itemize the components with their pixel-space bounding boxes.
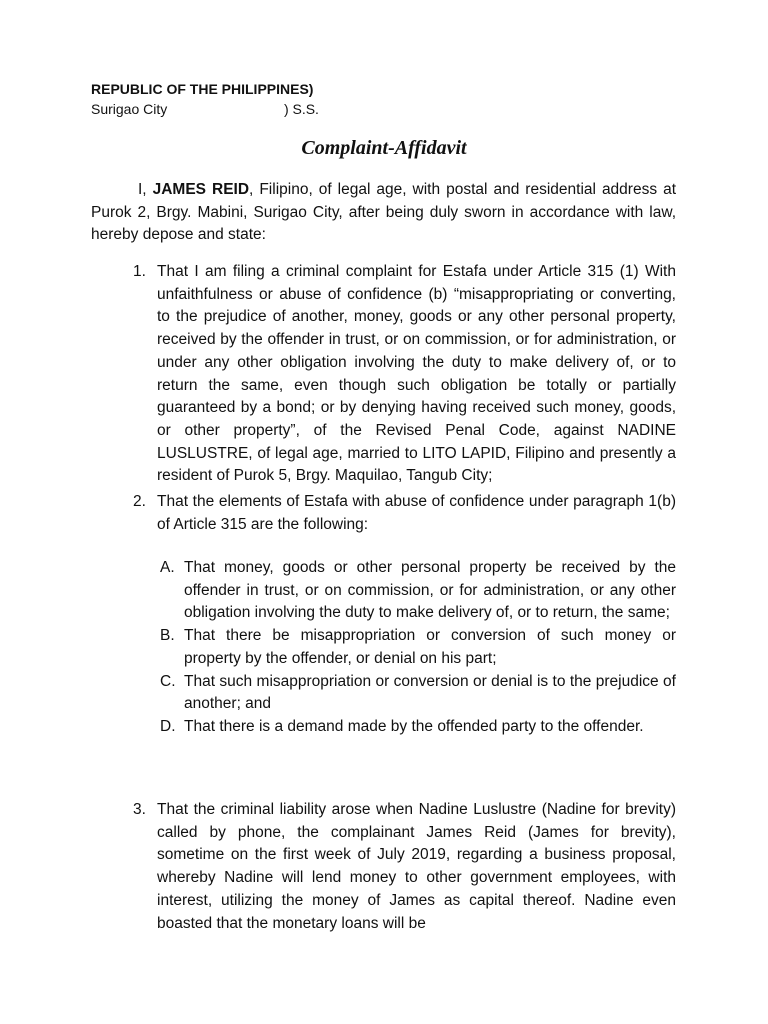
numbered-item-2 [133,491,676,536]
numbered-item-1 [133,261,676,488]
sub-item-marker: A. [160,559,175,576]
sub-item-a [160,557,676,625]
sub-item-text: That such misappropriation or conversion or denial is to the prejudice of another; and [184,672,676,713]
elements-sublist [160,557,676,739]
sub-item-marker: D. [160,717,176,735]
sub-item-marker: B. [160,627,175,645]
intro-prefix: I, [138,181,153,198]
item-text: That I am filing a criminal complaint for Estafa under Article 315 (1) With unfaithfulness or abuse of confidence (b) “misappropriating or converting, to the prejudice of another, money, goods or any other personal property, received by the offender in trust, or on commission, or for administration, or under any other obligation involving the duty to make delivery of, or to return the same, even though such obligation be totally or partially guaranteed by a bond; or by denying having received such money, goods, or other property”, of the Revised Penal Code, against NADINE LUSLUSTRE, of legal age, married to LITO LAPID, Filipino and presently a resident of Purok 5, Brgy. Maquilao, Tangub City; [157,263,676,485]
affiant-name: JAMES REID [152,181,250,198]
document-title: Complaint-Affidavit [301,137,467,159]
intro-paragraph [91,179,676,247]
sub-item-marker: C. [160,672,176,690]
sub-item-b [160,625,676,670]
intro-rest: , Filipino, of legal age, with postal and residential address at Purok 2, Brgy. Mabini, Surigao City, after being duly sworn in accordance with law, hereby depose and state: [91,181,676,244]
sub-item-text: That there be misappropriation or conversion of such money or property by the offender, or denial on his part; [184,627,676,667]
caption-republic: REPUBLIC OF THE PHILIPPINES) [91,81,314,97]
sub-item-text: That there is a demand made by the offended party to the offender. [184,717,644,735]
sub-item-c [160,671,676,716]
item-text: That the elements of Estafa with abuse of confidence under paragraph 1(b) of Article 315 are the following: [157,493,676,533]
sub-item-text: That money, goods or other personal property be received by the offender in trust, or on commission, or for administration, or any other obligation involving the duty to make delivery of, or to return, the same; [184,559,676,622]
item-marker: 3. [133,801,146,818]
item-marker: 1. [133,263,146,280]
sub-item-d [160,716,676,739]
numbered-item-3 [133,799,676,935]
item-text: That the criminal liability arose when Nadine Luslustre (Nadine for brevity) called by phone, the complainant James Reid (James for brevity), sometime on the first week of July 2019, regarding a business proposal, whereby Nadine will lend money to other government employees, with interest, utilizing the money of James as capital thereof. Nadine even boasted that the monetary loans will be [157,801,676,932]
caption-city-venue: Surigao City ) S.S. [91,101,319,117]
item-marker: 2. [133,493,146,510]
